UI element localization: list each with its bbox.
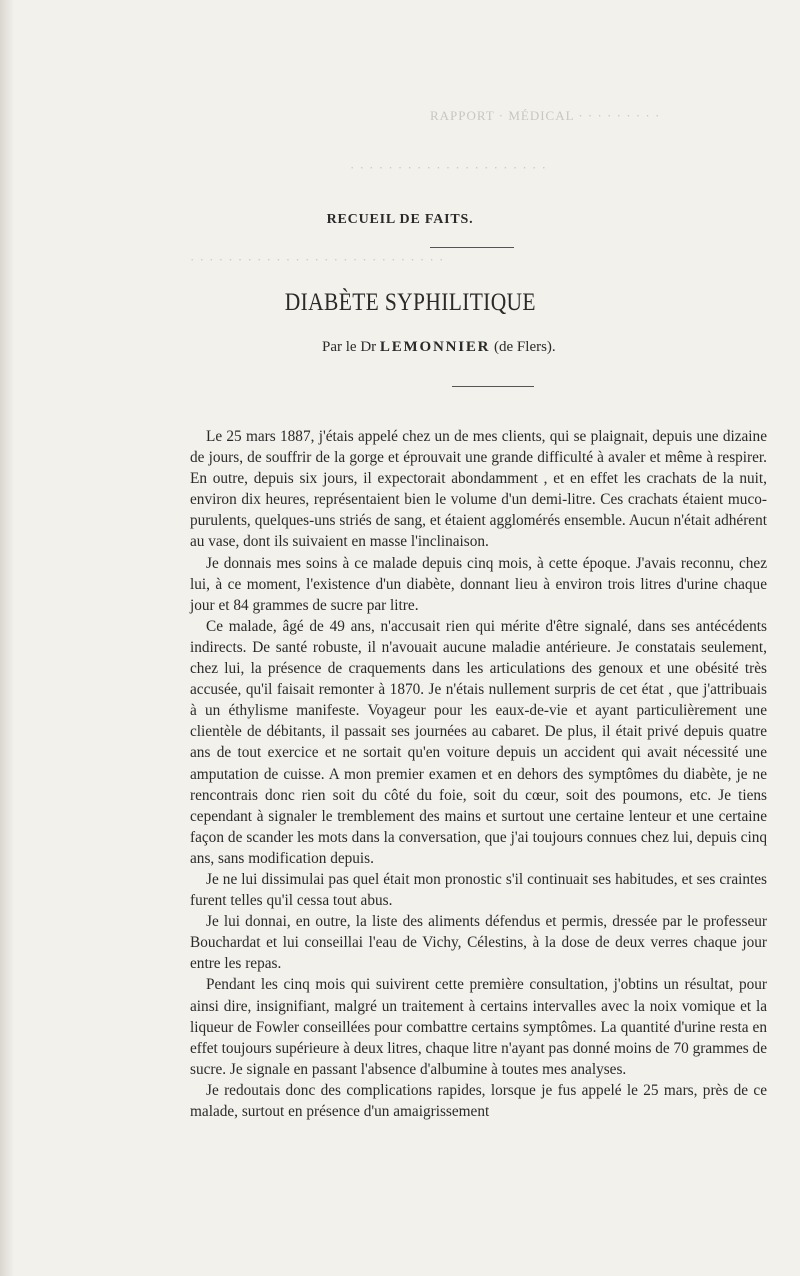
article-title: DIABÈTE SYPHILITIQUE xyxy=(284,289,536,316)
page-edge-shadow xyxy=(0,0,14,1276)
byline-author: LEMONNIER xyxy=(379,339,491,355)
bleed-through-text: · · · · · · · · · · · · · · · · · · · · · xyxy=(350,160,547,175)
bleed-through-text: RAPPORT · MÉDICAL · · · · · · · · · xyxy=(430,108,661,123)
title-divider xyxy=(452,386,534,387)
heading-divider xyxy=(430,247,514,248)
byline-prefix: Par le Dr xyxy=(322,339,377,355)
byline-origin: (de Flers). xyxy=(494,339,556,355)
paragraph: Ce malade, âgé de 49 ans, n'accusait rien qui mérite d'être signalé, dans ses antécédents indirects. De santé robuste, il n'avouait aucune maladie antérieure. Je constatais seulement, chez lui, la présence de craquements dans les articulations des genoux et une obésité très accusée, qu'il faisait remonter à 1870. Je n'étais nullement surpris de cet état , que j'attribuais à un éthylisme manifeste. Voyageur pour les eaux-de-vie et ayant particulièrement une clientèle de débitants, il passait ses journées au cabaret. De plus, il était privé depuis quatre ans de tout exercice et ne sortait qu'en voiture depuis un accident qui avait nécessité une amputation de cuisse. A mon premier examen et en dehors des symptômes du diabète, je ne rencontrais donc rien soit du côté du foie, soit du cœur, soit des poumons, etc. Je tiens cependant à signaler le tremblement des mains et surtout une certaine lenteur et une certaine façon de scander les mots dans la conversation, que j'ai toujours connues chez lui, depuis cinq ans, sans modification depuis. xyxy=(190,617,767,867)
paragraph: Je redoutais donc des complications rapides, lorsque je fus appelé le 25 mars, près de ce malade, surtout en présence d'un amaigrissement xyxy=(190,1081,767,1120)
bleed-through-text: · · · · · · · · · · · · · · · · · · · · · · · · · · · xyxy=(190,252,445,267)
paragraph: Pendant les cinq mois qui suivirent cette première consultation, j'obtins un résultat, pour ainsi dire, insignifiant, malgré un traitement à certains intervalles avec la noix vomique et la liqueur de Fowler conseillées pour combattre certains symptômes. La quantité d'urine resta en effet toujours supérieure à deux litres, chaque litre n'ayant pas donné moins de 70 grammes de sucre. Je signale en passant l'absence d'albumine à toutes mes analyses. xyxy=(190,976,767,1078)
paragraph: Le 25 mars 1887, j'étais appelé chez un de mes clients, qui se plaignait, depuis une dizaine de jours, de souffrir de la gorge et éprouvait une grande difficulté à avaler et même à respirer. En outre, depuis six jours, il expectorait abondamment , et en effet les crachats de la nuit, environ dix heures, représentaient bien le volume d'un demi-litre. Ces crachats étaient muco-purulents, quelques-uns striés de sang, et étaient agglomérés ensemble. Aucun n'était adhérent au vase, dont ils suivaient en masse l'inclinaison. xyxy=(190,428,767,551)
byline xyxy=(322,339,642,356)
article-body xyxy=(190,426,767,1122)
paragraph: Je ne lui dissimulai pas quel était mon pronostic s'il continuait ses habitudes, et ses craintes furent telles qu'il cessa tout abus. xyxy=(190,870,767,910)
paragraph: Je donnais mes soins à ce malade depuis cinq mois, à cette époque. J'avais reconnu, chez lui, à ce moment, l'existence d'un diabète, donnant lieu à environ trois litres d'urine chaque jour et 84 grammes de sucre par litre. xyxy=(190,554,767,614)
section-heading: RECUEIL DE FAITS. xyxy=(326,212,474,227)
paragraph: Je lui donnai, en outre, la liste des aliments défendus et permis, dressée par le professeur Bouchardat et lui conseillai l'eau de Vichy, Célestins, à la dose de deux verres chaque jour entre les repas. xyxy=(190,913,767,973)
